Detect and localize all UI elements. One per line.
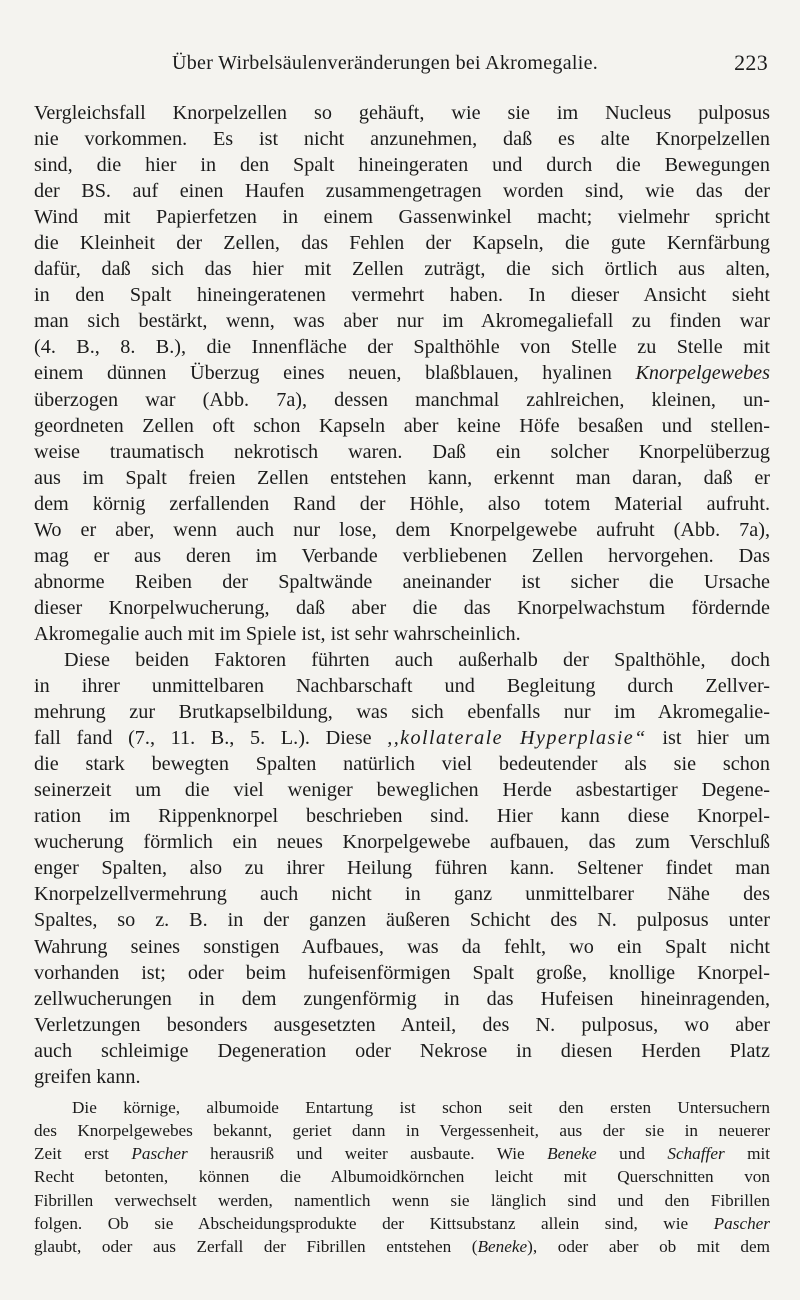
- text-segment: glaubt, oder aus Zerfall der Fibrillen entstehen (: [34, 1237, 478, 1256]
- page-number: 223: [734, 50, 768, 75]
- text-segment: folgen. Ob sie Abscheidungsprodukte der Kittsubstanz allein sind, wie: [34, 1213, 714, 1233]
- text-line: seinerzeit um die viel weniger beweglichen Herde asbestartiger Degene-: [34, 779, 770, 802]
- note-line: des Knorpelgewebes bekannt, geriet dann in Vergessenheit, aus der sie in neuerer: [34, 1120, 770, 1140]
- text-line: mag er aus deren im Verbande verbliebenen Zellen hervorgehen. Das: [34, 544, 770, 567]
- text-line: wucherung förmlich ein neues Knorpelgewebe aufbauen, das zum Verschluß: [34, 831, 770, 854]
- text-line: Akromegalie auch mit im Spiele ist, ist sehr wahrscheinlich.: [34, 622, 521, 645]
- text-line: enger Spalten, also zu ihrer Heilung führen kann. Seltener findet man: [34, 857, 770, 880]
- author-name: Beneke: [547, 1144, 597, 1164]
- text-line: zellwucherungen in dem zungenförmig in das Hufeisen hineinragenden,: [34, 987, 770, 1010]
- text-segment: ), oder aber ob mit dem: [527, 1237, 770, 1256]
- text-line: in den Spalt hineingeratenen vermehrt haben. In dieser Ansicht sieht: [34, 284, 770, 307]
- note-line: [34, 1142, 770, 1165]
- text-line: überzogen war (Abb. 7a), dessen manchmal zahlreichen, kleinen, un-: [34, 388, 770, 411]
- text-segment: einem dünnen Überzug eines neuen, blaßblauen, hyalinen: [34, 362, 636, 385]
- author-name: Beneke: [477, 1237, 528, 1256]
- text-line: [34, 725, 770, 751]
- text-line: man sich bestärkt, wenn, was aber nur im Akromegaliefall zu finden war: [34, 310, 770, 333]
- text-line: Diese beiden Faktoren führten auch außerhalb der Spalthöhle, doch: [64, 648, 770, 671]
- text-line: der BS. auf einen Haufen zusammengetragen worden sind, wie das der: [34, 180, 770, 203]
- author-name: Pascher: [131, 1144, 188, 1164]
- text-line: Vergleichsfall Knorpelzellen so gehäuft, wie sie im Nucleus pulposus: [34, 102, 770, 124]
- text-line: die Kleinheit der Zellen, das Fehlen der Kapseln, die gute Kernfärbung: [34, 232, 770, 255]
- paragraph-1: [34, 100, 770, 647]
- text-line: nie vorkommen. Es ist nicht anzunehmen, daß es alte Knorpelzellen: [34, 128, 770, 151]
- text-line: ration im Rippenknorpel beschrieben sind. Hier kann diese Knorpel-: [34, 805, 770, 828]
- text-segment: Zeit erst: [34, 1144, 132, 1164]
- note-line: [34, 1235, 770, 1258]
- author-name: Pascher: [713, 1213, 770, 1233]
- text-line: dieser Knorpelwucherung, daß aber die das Knorpelwachstum fördernde: [34, 596, 770, 619]
- text-line: mehrung zur Brutkapselbildung, was sich ebenfalls nur im Akromegalie-: [34, 701, 770, 724]
- main-text: [34, 100, 770, 1090]
- author-name: Schaffer: [667, 1144, 725, 1164]
- italic-term: ,,kollaterale Hyperplasie“: [387, 727, 647, 750]
- text-segment: ist hier um: [646, 727, 770, 750]
- footnote-block: [34, 1096, 770, 1258]
- note-line: Die körnige, albumoide Entartung ist schon seit den ersten Untersuchern: [72, 1097, 770, 1117]
- text-line: auch schleimige Degeneration oder Nekrose in diesen Herden Platz: [34, 1039, 770, 1062]
- text-segment: und: [596, 1144, 668, 1164]
- text-line: Verletzungen besonders ausgesetzten Anteil, des N. pulposus, wo aber: [34, 1013, 770, 1036]
- text-line: sind, die hier in den Spalt hineingeraten und durch die Bewegungen: [34, 154, 770, 177]
- text-line: Spaltes, so z. B. in der ganzen äußeren Schicht des N. pulposus unter: [34, 909, 770, 932]
- text-line: (4. B., 8. B.), die Innenfläche der Spalthöhle von Stelle zu Stelle mit: [34, 336, 770, 359]
- text-line: Wo er aber, wenn auch nur lose, dem Knorpelgewebe aufruht (Abb. 7a),: [34, 518, 770, 541]
- paragraph-2: [34, 647, 770, 1090]
- note-line: [34, 1212, 770, 1235]
- text-line: die stark bewegten Spalten natürlich viel bedeutender als sie schon: [34, 753, 770, 776]
- text-line: Knorpelzellvermehrung auch nicht in ganz unmittelbarer Nähe des: [34, 883, 770, 906]
- text-line: greifen kann.: [34, 1065, 141, 1088]
- text-line: [34, 360, 770, 386]
- text-segment: mit: [724, 1144, 771, 1164]
- text-line: Wahrung seines sonstigen Aufbaues, was da fehlt, wo ein Spalt nicht: [34, 935, 770, 958]
- text-line: in ihrer unmittelbaren Nachbarschaft und Begleitung durch Zellver-: [34, 675, 770, 698]
- note-line: Fibrillen verwechselt werden, namentlich wenn sie länglich sind und den Fibrillen: [34, 1190, 770, 1210]
- text-segment: herausriß und weiter ausbaute. Wie: [187, 1144, 548, 1164]
- running-header: [34, 52, 770, 82]
- note-line: Recht betonten, können die Albumoidkörnchen leicht mit Querschnitten von: [34, 1167, 770, 1187]
- text-line: abnorme Reiben der Spaltwände aneinander ist sicher die Ursache: [34, 570, 770, 593]
- text-line: weise traumatisch nekrotisch waren. Daß ein solcher Knorpelüberzug: [34, 440, 770, 463]
- text-line: vorhanden ist; oder beim hufeisenförmigen Spalt große, knollige Knorpel-: [34, 961, 770, 984]
- running-title: Über Wirbelsäulenveränderungen bei Akromegalie.: [172, 52, 599, 74]
- text-line: Wind mit Papierfetzen in einem Gassenwinkel macht; vielmehr spricht: [34, 206, 770, 229]
- text-line: dafür, daß sich das hier mit Zellen zuträgt, die sich örtlich aus alten,: [34, 258, 770, 281]
- text-segment: fall fand (7., 11. B., 5. L.). Diese: [34, 727, 388, 750]
- italic-term: Knorpelgewebes: [635, 362, 770, 385]
- text-line: aus im Spalt freien Zellen entstehen kann, erkennt man daran, daß er: [34, 466, 770, 489]
- text-line: dem körnig zerfallenden Rand der Höhle, also totem Material aufruht.: [34, 492, 770, 515]
- text-line: geordneten Zellen oft schon Kapseln aber keine Höfe besaßen und stellen-: [34, 414, 770, 437]
